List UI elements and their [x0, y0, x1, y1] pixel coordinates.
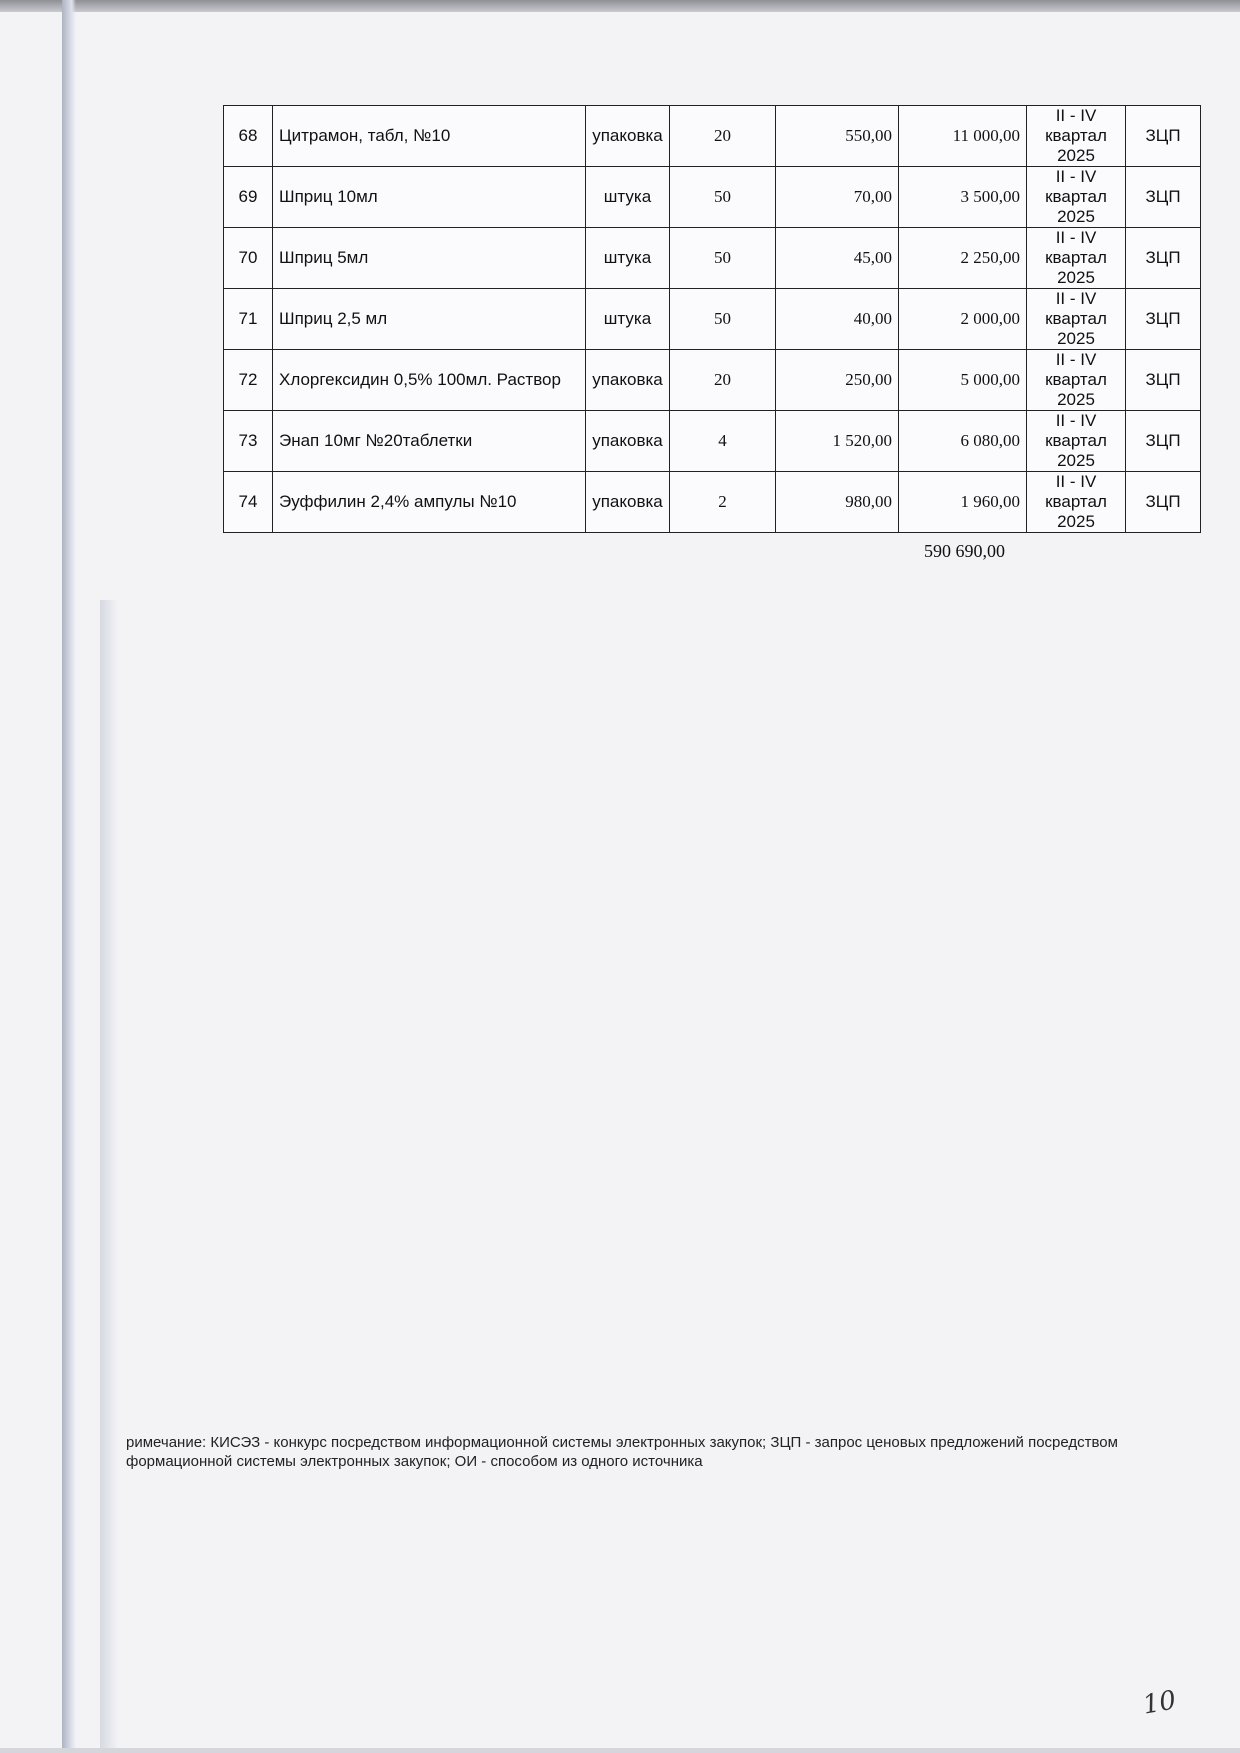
- line-total: 1 960,00: [899, 472, 1027, 533]
- quantity: 2: [670, 472, 776, 533]
- quantity: 4: [670, 411, 776, 472]
- period-line: 2025: [1057, 268, 1095, 287]
- line-total: 2 000,00: [899, 289, 1027, 350]
- table-row: [224, 228, 1201, 289]
- quantity: 50: [670, 228, 776, 289]
- handwritten-page-number: 10: [1140, 1685, 1179, 1721]
- line-total: 6 080,00: [899, 411, 1027, 472]
- period-line: II - IV: [1055, 289, 1097, 308]
- unit-of-measure: упаковка: [586, 106, 670, 167]
- item-name: Шприц 10мл: [273, 167, 586, 228]
- quantity: 50: [670, 289, 776, 350]
- procurement-method: ЗЦП: [1126, 228, 1201, 289]
- period-line: 2025: [1057, 329, 1095, 348]
- period-line: квартал: [1045, 370, 1107, 389]
- item-name: Шприц 2,5 мл: [273, 289, 586, 350]
- period-line: квартал: [1045, 431, 1107, 450]
- procurement-method: ЗЦП: [1126, 167, 1201, 228]
- delivery-period: [1027, 167, 1126, 228]
- row-number: 69: [224, 167, 273, 228]
- row-number: 70: [224, 228, 273, 289]
- procurement-method: ЗЦП: [1126, 411, 1201, 472]
- unit-price: 40,00: [776, 289, 899, 350]
- period-line: 2025: [1057, 390, 1095, 409]
- period-line: II - IV: [1055, 228, 1097, 247]
- table-row: [224, 289, 1201, 350]
- procurement-method: ЗЦП: [1126, 350, 1201, 411]
- period-line: 2025: [1057, 451, 1095, 470]
- unit-of-measure: упаковка: [586, 350, 670, 411]
- period-line: квартал: [1045, 248, 1107, 267]
- footnote: [126, 1433, 1126, 1471]
- delivery-period: [1027, 228, 1126, 289]
- period-line: II - IV: [1055, 167, 1097, 186]
- period-line: квартал: [1045, 309, 1107, 328]
- period-line: 2025: [1057, 512, 1095, 531]
- period-line: II - IV: [1055, 350, 1097, 369]
- unit-price: 1 520,00: [776, 411, 899, 472]
- delivery-period: [1027, 106, 1126, 167]
- row-number: 68: [224, 106, 273, 167]
- item-name: Шприц 5мл: [273, 228, 586, 289]
- delivery-period: [1027, 350, 1126, 411]
- scan-bottom-edge: [0, 1748, 1240, 1753]
- row-number: 71: [224, 289, 273, 350]
- line-total: 2 250,00: [899, 228, 1027, 289]
- row-number: 73: [224, 411, 273, 472]
- quantity: 20: [670, 350, 776, 411]
- unit-of-measure: упаковка: [586, 472, 670, 533]
- period-line: II - IV: [1055, 411, 1097, 430]
- table-row: [224, 411, 1201, 472]
- delivery-period: [1027, 289, 1126, 350]
- item-name: Энап 10мг №20таблетки: [273, 411, 586, 472]
- line-total: 5 000,00: [899, 350, 1027, 411]
- scan-page-shadow: [100, 600, 118, 1753]
- unit-of-measure: упаковка: [586, 411, 670, 472]
- scan-top-edge: [0, 0, 1240, 12]
- unit-price: 45,00: [776, 228, 899, 289]
- period-line: 2025: [1057, 207, 1095, 226]
- unit-price: 980,00: [776, 472, 899, 533]
- row-number: 74: [224, 472, 273, 533]
- quantity: 50: [670, 167, 776, 228]
- grand-total: 590 690,00: [924, 541, 1005, 561]
- table-row: [224, 350, 1201, 411]
- table-row: [224, 106, 1201, 167]
- unit-price: 550,00: [776, 106, 899, 167]
- unit-of-measure: штука: [586, 167, 670, 228]
- procurement-method: ЗЦП: [1126, 289, 1201, 350]
- procurement-method: ЗЦП: [1126, 106, 1201, 167]
- period-line: 2025: [1057, 146, 1095, 165]
- line-total: 11 000,00: [899, 106, 1027, 167]
- table-row: [224, 167, 1201, 228]
- delivery-period: [1027, 411, 1126, 472]
- procurement-table: [223, 105, 1201, 533]
- delivery-period: [1027, 472, 1126, 533]
- period-line: II - IV: [1055, 106, 1097, 125]
- item-name: Эуффилин 2,4% ампулы №10: [273, 472, 586, 533]
- row-number: 72: [224, 350, 273, 411]
- footnote-line-2: формационной системы электронных закупок; ОИ - способом из одного источника: [126, 1453, 703, 1470]
- unit-of-measure: штука: [586, 289, 670, 350]
- period-line: II - IV: [1055, 472, 1097, 491]
- period-line: квартал: [1045, 492, 1107, 511]
- item-name: Хлоргексидин 0,5% 100мл. Раствор: [273, 350, 586, 411]
- unit-price: 70,00: [776, 167, 899, 228]
- procurement-method: ЗЦП: [1126, 472, 1201, 533]
- period-line: квартал: [1045, 187, 1107, 206]
- scan-left-shadow: [62, 0, 76, 1753]
- period-line: квартал: [1045, 126, 1107, 145]
- table-row: [224, 472, 1201, 533]
- line-total: 3 500,00: [899, 167, 1027, 228]
- item-name: Цитрамон, табл, №10: [273, 106, 586, 167]
- footnote-line-1: римечание: КИСЭЗ - конкурс посредством информационной системы электронных закупок; ЗЦП - запрос ценовых предложений посредством: [126, 1434, 1118, 1451]
- unit-price: 250,00: [776, 350, 899, 411]
- quantity: 20: [670, 106, 776, 167]
- unit-of-measure: штука: [586, 228, 670, 289]
